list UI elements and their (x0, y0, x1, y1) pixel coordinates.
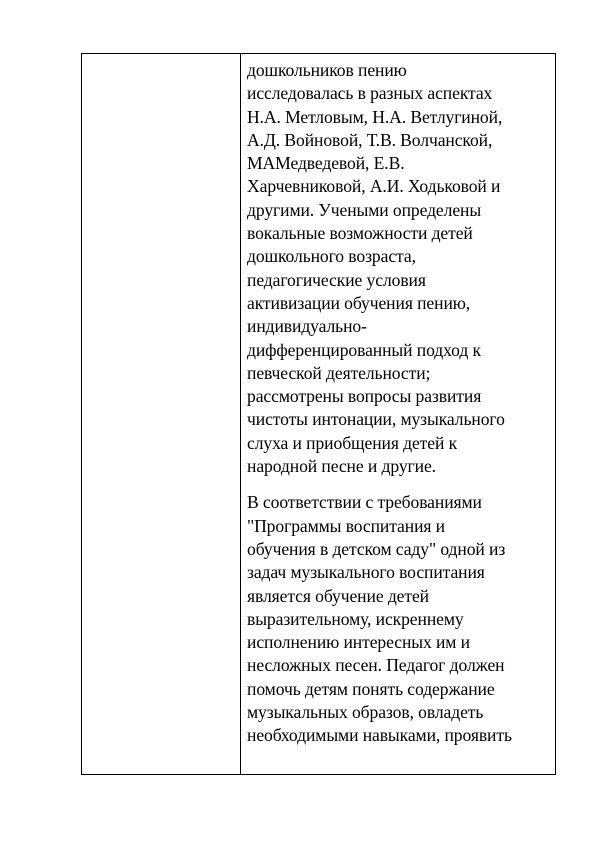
text-line: слуха и приобщения детей к (247, 432, 458, 453)
text-line: индивидуально- (247, 316, 367, 337)
text-line: вокальные возможности детей (247, 223, 473, 244)
text-line: другими. Учеными определены (247, 199, 482, 220)
text-line: Харчевниковой, А.И. Ходьковой и (247, 176, 501, 197)
text-line: певческой деятельности; (247, 362, 431, 383)
text-line: является обучение детей (247, 585, 429, 606)
text-line: выразительному, искреннему (247, 608, 464, 629)
text-line: МАМедведевой, Е.В. (247, 153, 405, 174)
paragraph (247, 491, 555, 747)
text-line: "Программы воспитания и (247, 515, 446, 536)
text-line: несложных песен. Педагог должен (247, 655, 505, 676)
text-line: педагогические условия (247, 269, 426, 290)
paragraph (247, 59, 555, 478)
text-line: обучения в детском саду" одной из (247, 538, 506, 559)
text-line: чистоты интонации, музыкального (247, 409, 505, 430)
text-line: Н.А. Метловым, Н.А. Ветлугиной, (247, 106, 503, 127)
text-line: исследовалась в разных аспектах (247, 83, 493, 104)
text-line: дифференцированный подход к (247, 339, 481, 360)
left-cell-text (82, 54, 240, 59)
right-cell (241, 54, 556, 775)
text-line: народной песне и другие. (247, 456, 436, 477)
text-line: музыкальных образов, овладеть (247, 702, 484, 723)
text-line: необходимыми навыками, проявить (247, 725, 512, 746)
content-table (81, 53, 556, 775)
table-row (82, 54, 556, 775)
text-line: В соответствии с требованиями (247, 492, 482, 513)
left-cell (82, 54, 241, 775)
text-line: А.Д. Войновой, Т.В. Волчанской, (247, 129, 493, 150)
text-line: рассмотрены вопросы развития (247, 386, 482, 407)
text-line: дошкольников пению (247, 60, 407, 80)
text-line: задач музыкального воспитания (247, 562, 485, 583)
text-line: исполнению интересных им и (247, 632, 470, 653)
text-line: активизации обучения пению, (247, 292, 471, 313)
text-line: помочь детям понять содержание (247, 678, 495, 699)
right-cell-text (241, 54, 555, 748)
text-line: дошкольного возраста, (247, 246, 416, 267)
